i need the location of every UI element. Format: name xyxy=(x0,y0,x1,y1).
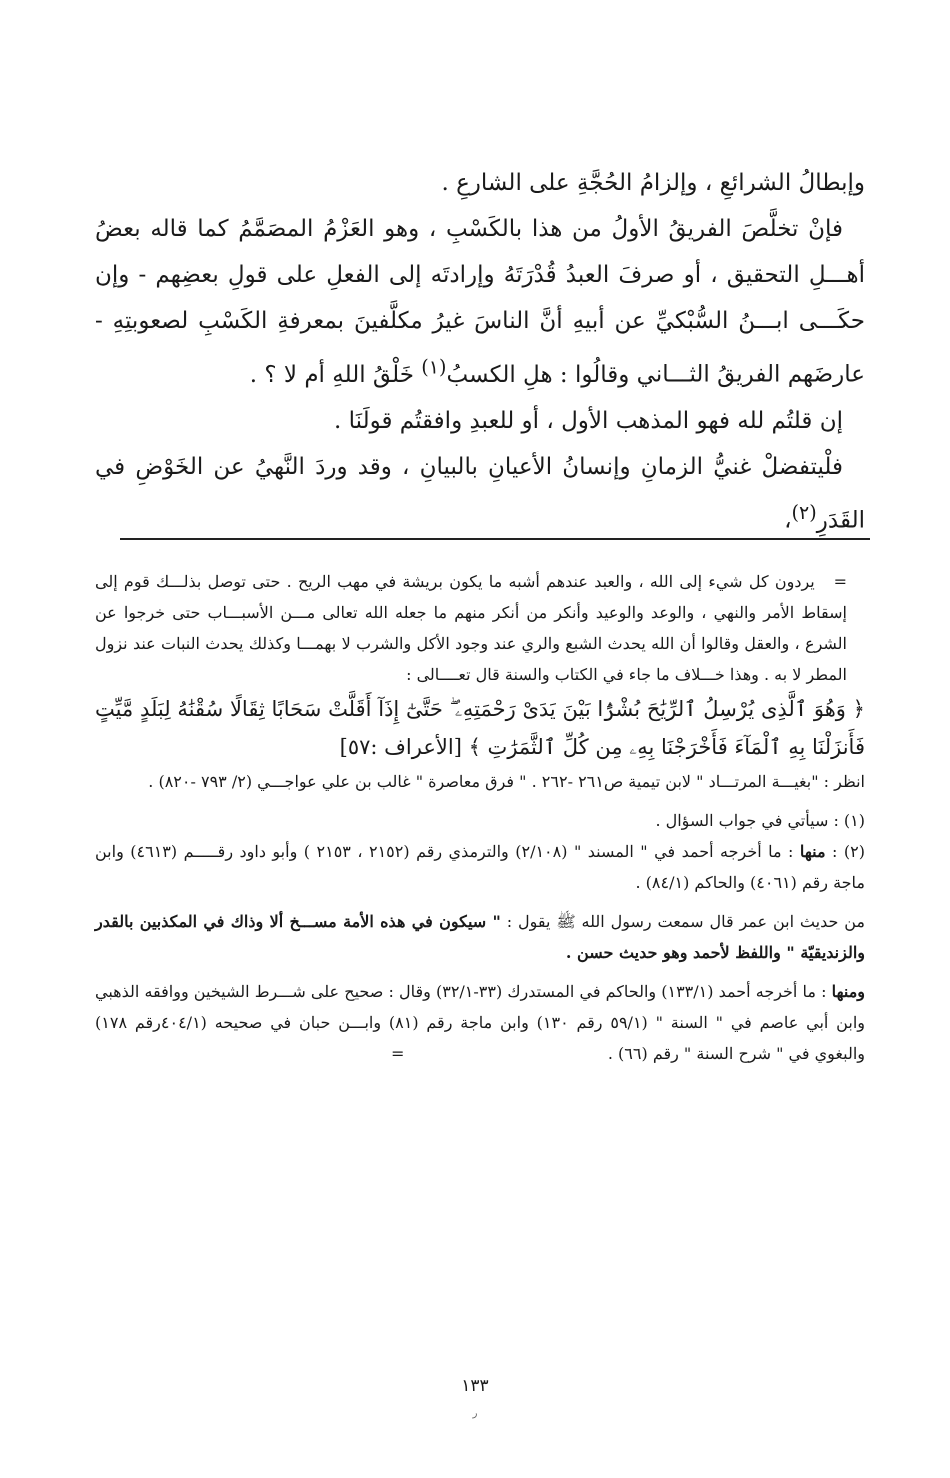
main-line-let-suffix: ، xyxy=(784,507,792,534)
main-paragraph-1 xyxy=(95,206,865,398)
main-line-1: وإبطالُ الشرائعِ ، وإلزامُ الحُجَّةِ على الشارعِ . xyxy=(441,170,865,196)
footnote-ref-2: (٢) xyxy=(791,500,817,524)
continuation-end-marker: = xyxy=(391,1044,405,1063)
continuation-marker: = xyxy=(833,572,847,591)
footnote-1-text: سيأتي في جواب السؤال . xyxy=(655,811,829,830)
quran-verse-text: ﴿ وَهُوَ ٱلَّذِى يُرْسِلُ ٱلرِّيَٰحَ بُشْرًۢا بَيْنَ يَدَىْ رَحْمَتِهِۦ ۖ حَتَّىٰٓ إِذَآ أَقَلَّتْ سَحَابًا ثِقَالًا سُقْنَٰهُ لِبَلَدٍ مَّيِّتٍ فَأَنزَلْنَا بِهِ ٱلْمَآءَ فَأَخْرَجْنَا بِهِۦ مِن كُلِّ ٱلثَّمَرَٰتِ ﴾ xyxy=(95,697,865,759)
footnote-2-lead: منها xyxy=(799,842,826,861)
footnote-2b-lead: ومنها xyxy=(831,982,865,1001)
quran-reference: [الأعراف :٥٧] xyxy=(339,735,462,759)
hadith-paragraph xyxy=(95,906,865,968)
main-paragraph-1-end xyxy=(249,355,630,388)
footnote-2-number: (٢) : xyxy=(832,842,865,861)
footnote-2b-text: : ما أخرجه أحمد (١٣٣/١) والحاكم في المستدرك (٣٣-٣٢/١) وقال : صحيح على شـــرط الشيخين ووافقه الذهبي وابن أبي عاصم في " السنة " (٥٩/١ رقم ١٣٠) وابن ماجة رقم (٨١) وابـــن حبان في صحيحه (٤٠٤/١رقم ١٧٨) والبغوي في " شرح السنة " رقم (٦٦) . xyxy=(95,982,865,1063)
footnote-separator xyxy=(120,538,870,540)
footnote-continuation xyxy=(95,566,865,690)
hadith-text: " سيكون في هذه الأمة مســـخ ألا وذاك في المكذبين بالقدر والزنديقيّة " واللفظ لأحمد وهو حديث حسن . xyxy=(95,912,865,962)
main-paragraph-1-end-suffix: خَلْقُ اللهِ أم لا ؟ . xyxy=(249,361,422,388)
footnotes xyxy=(95,566,865,1069)
see-also-reference: انظر : "بغيـــة المرتـــاد " لابن تيمية ص٢٦١ -٢٦٢ . " فرق معاصرة " غالب بن علي عواجـــي (٢/ ٧٩٣ -٨٢٠) . xyxy=(148,772,865,791)
continuation-text: يردون كل شيء إلى الله ، والعبد عندهم أشبه ما يكون بريشة في مهب الريح . حتى توصل بذلـــك قوم إلى إسقاط الأمر والنهي ، والوعد والوعيد وأنكر من أنكر منهم ما جعله الله تعالى مـــن الأسبـــاب حتى خرجوا عن الشرع ، والعقل وقالوا أن الله يحدث الشبع والري عند وجود الأكل والشرب لا بهمـــا وكذلك يحدث النبات عند نزول المطر لا به . وهذا خـــلاف ما جاء في الكتاب والسنة قال تعــــالى : xyxy=(95,572,847,684)
main-line-if: إن قلتُم لله فهو المذهب الأول ، أو للعبدِ وافقتُم قولَنَا . xyxy=(334,407,843,434)
footnote-2-continued xyxy=(95,976,865,1069)
footnote-1 xyxy=(95,805,865,836)
main-paragraph-1-text: فإنْ تخلَّصَ الفريقُ الأولُ من هذا بالكَسْبِ ، وهو العَزْمُ المصَمَّمُ كما قاله بعضُ أهـــلِ التحقيق ، أو صرفَ العبدُ قُدْرَتَهُ وإرادتَه إلى الفعلِ على قولِ بعضِهم - وإن حكَـــى ابـــنُ السُّبْكيِّ عن أبيهِ أنَّ الناسَ غيرُ مكلَّفينَ بمعرفةِ الكَسْبِ لصعوبتِهِ - عارضَهم الفريقُ الثـــاني xyxy=(95,216,865,388)
footnote-2-text: : ما أخرجه أحمد في " المسند " (٢/١٠٨) والترمذي رقم (٢١٥٢ ، ٢١٥٣ ) وأبو داود رقـــــم (٤٦١٣) وابن ماجة رقم (٤٠٦١) والحاكم (٨٤/١) . xyxy=(95,842,865,892)
page-number: ١٣٣ xyxy=(461,1376,489,1396)
footnote-ref-1: (١) xyxy=(421,355,447,378)
footnote-1-number: (١) : xyxy=(833,811,865,830)
hadith-intro: من حديث ابن عمر قال سمعت رسول الله ﷺ يقول : xyxy=(506,912,865,931)
main-line-let-prefix: فلْيتفضلْ غنيُّ الزمانِ وإنسانُ الأعيانِ بالبيانِ ، وقد وردَ النَّهيُ عن الخَوْضِ في القَدَرِ xyxy=(95,453,865,534)
main-paragraph-1-end-prefix: وقالُوا : هلِ الكسبُ xyxy=(446,361,630,388)
quran-verse xyxy=(95,690,865,766)
main-line-let xyxy=(95,444,865,544)
page-mark: ر xyxy=(472,1408,478,1419)
footnote-2 xyxy=(95,836,865,898)
main-text xyxy=(95,160,865,543)
